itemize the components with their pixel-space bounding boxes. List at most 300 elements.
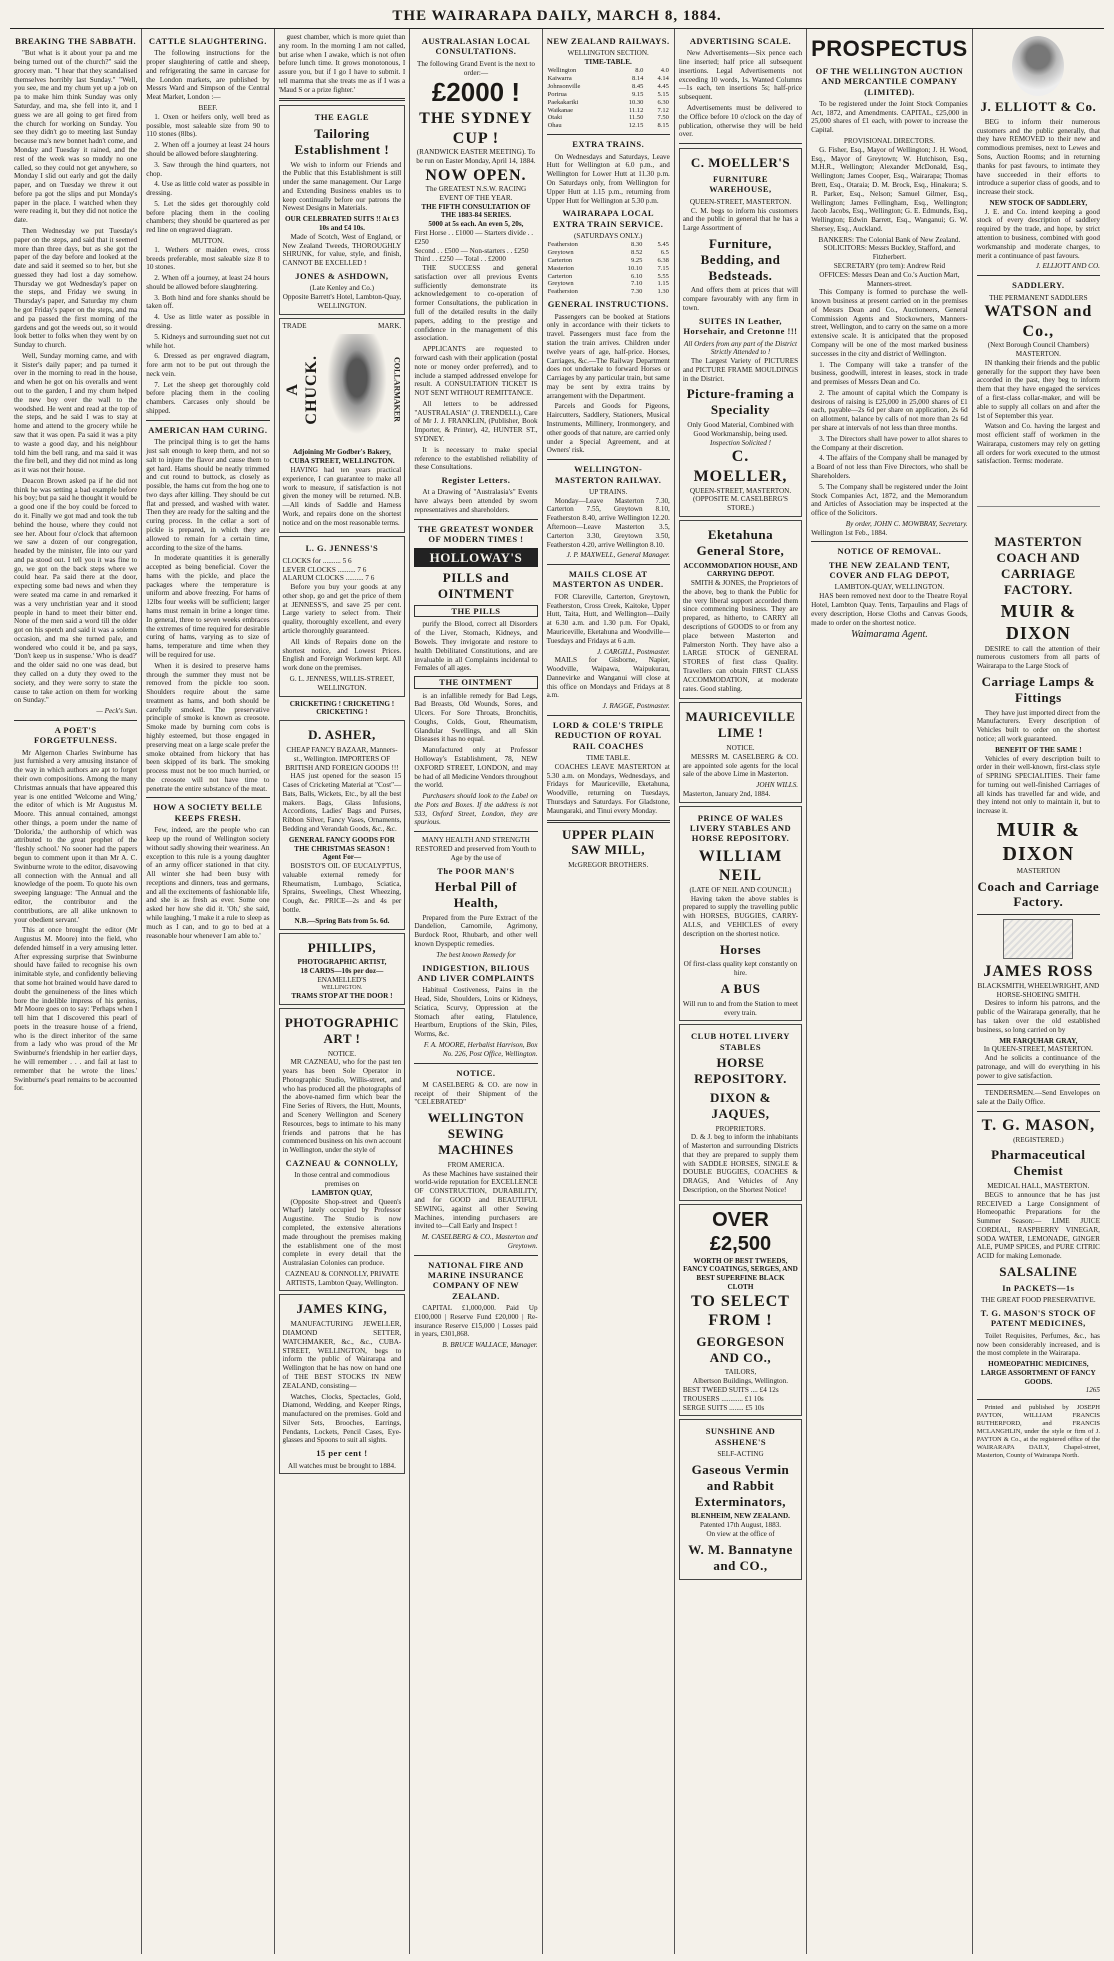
station-cell: Carterton [547, 272, 573, 280]
ad-subtitle: MEDICAL HALL, MASTERTON. [987, 1182, 1090, 1190]
article-paragraph: This at once brought the editor (Mr Augustus M. Moore) into the field, who defended himself in a very amusing letter. After expressing surprise that Swinburne should have failed to recognise his own inimitable style, and confidently believing that some hot brained would have dared to doubt the genuineness of the lines which bore the indelible impress of his genius, Mr Moore goes on to say: 'Perhaps when I tell him that I discovered this pearl of poets in the treasure house of a friend, who is the direct inheritor of the same from a lady who was proud of the Mr Swinburne's friendship in her earlier days, he will remember . . . and fail at last to remember that he wrote the lines.' Swinburne's pearl remains to be accounted for. [14, 926, 138, 1093]
prize-line: Third . . £250 — Total . . £2000 [414, 255, 506, 264]
time-cell: 11.50 [629, 114, 644, 122]
ad-body: CAPITAL £1,000,000. Paid Up £100,000 | Reserve Fund £20,000 | Re-insurance Reserve £15,000 | Losses paid in years, £301,868. [414, 1304, 538, 1339]
ad-signature: F. A. MOORE, Herbalist Harrison, Box No. 226, Post Office, Wellington. [423, 1040, 538, 1058]
divider [679, 143, 802, 144]
ad-body: FOR Clareville, Carterton, Greytown, Featherston, Cross Creek, Kaitoke, Upper Hutt, Taita, Hutt, and Wellington—Daily at 6.30 a.m. and 1.30 p.m. For Opaki, Mauriceville, Eketahuna and Woodville—Tuesdays and Fridays at 6 a.m. [546, 592, 670, 645]
station-cell: Porirua [547, 90, 567, 98]
ad-firm: WATSON and Co., [984, 303, 1093, 340]
article-paragraph: The principal thing is to get the hams just salt enough to keep them, and not so salt to injure the flavor and cause them to get hard. Hams should be neatly trimmed and cut round to buttock, as closely as possible, the hams cut from the hog one to two days after killing. They should be cut flat and pressed, and washed with water. Then they are ready for the salting and the curing process. In the cellar a sort of pickle is prepared, in which they are allowed to remain for a certain time, according to the size of the hams. [146, 438, 270, 552]
ad-chuck-collarmaker [279, 318, 406, 534]
register-heading: Register Letters. [441, 475, 511, 486]
station-cell: Carterton [547, 256, 573, 264]
removal-title: NOTICE OF REMOVAL. [837, 546, 942, 557]
time-cell: 8.14 [632, 74, 644, 82]
mutton-instruction: 4. Use as little water as possible in dressing. [146, 313, 270, 331]
timetable-row [547, 99, 670, 107]
article-paragraph: Deacon Brown asked pa if he did not think he was setting a bad example before his boy; but pa said he thought it would be a good one if the boy could be forced to do it. Finally we got mad and took the tub behind the house, where they could not see her. About four o'clock that afternoon we saw a dozen of our congregation, headed by the minister, file into our yard and pa stood out. I tell you it was fine to go, we got on the back steps where we could hear. Pa said there at the door, expecting some bad news and when they were seated ma came in and remarked it was a very unchristian year and it stood people in hand to meet their bitter end. None of the men said a word till the older got on his spetch and said it was a solemn occasion, and ma she turned pale, and wondered who could it be, and pa says, 'Don't keep us in suspense.' Who is dead?' and the older said no one was dead, but they called on a duty they owed to the society, and they were sorry to state the cause to take action on them for working on Sunday." [14, 476, 138, 705]
ad-address: QUEEN-STREET, MASTERTON. [689, 197, 792, 206]
column-4 [410, 29, 542, 1954]
trade-label: TRADE [282, 321, 307, 330]
ad-body: All Orders from any part of the District Strictly Attended to ! [683, 339, 798, 357]
price-line: LEVER CLOCKS .......... 7 6 [282, 565, 367, 574]
wm-railway-title: WELLINGTON-MASTERTON RAILWAY. [555, 464, 662, 485]
prospectus-item: 1. The Company will take a transfer of the business, goodwill, interest in leases, stock in trade and premises of Messrs Dean and Co. [811, 360, 968, 387]
ad-body: Vehicles of every description built to order in their well-known, first-class style of SPRING SPECIALITIES. Their fame for turning out well-finished Carriages of all kinds has travelled far and wide, and they intend not only to maintain it, but to increase it. [976, 754, 1100, 816]
holloway-heading: THE GREATEST WONDER OF MODERN TIMES ! [417, 523, 535, 545]
ad-body: ENAMELLED'S [317, 975, 367, 984]
ad-number: 1265 [1085, 1386, 1100, 1395]
ad-highlight: In PACKETS—1s [1002, 1282, 1075, 1293]
timetable-row [547, 280, 670, 288]
chuck-letter: A [283, 383, 301, 396]
event-note: THE FIFTH CONSULTATION OF THE 1883-84 SERIES. [421, 202, 531, 220]
ad-photographic-art [279, 1008, 406, 1292]
ad-signature: JOHN WILLS. [756, 781, 799, 790]
ad-body: Toilet Requisites, Perfumes, &c., has now been considerably increased, and is the most complete in the Wairarapa. [976, 1331, 1100, 1358]
ad-subtitle: PHOTOGRAPHIC ARTIST, [297, 958, 387, 967]
station-cell: Otaki [547, 114, 563, 122]
ad-eketahuna [679, 520, 802, 699]
article-source: — Peck's Sun. [96, 707, 138, 716]
framing-title: Picture-framing a Speciality [686, 386, 795, 418]
divider [146, 797, 269, 798]
ad-body: Desires to inform his patrons, and the public of the Wairarapa generally, that he has taken over the old established business, so long carried on by [976, 999, 1100, 1034]
divider [14, 720, 137, 721]
ad-notice: NOTICE. [726, 744, 755, 753]
prize-line: First Horse . . £1000 — Starters divide . . £250 [414, 229, 534, 246]
divider [977, 1111, 1100, 1112]
time-cell: 4.45 [657, 82, 669, 90]
prospectus-item: 2. The amount of capital which the Company is desirous of raising is £25,000 in 25,000 shares of £1 each, payable—2s 6d per share on application, 2s 6d on allotment, balance by calls of not more than 2s 6d per share at intervals of not less than three months. [811, 388, 968, 433]
ad-moeller [679, 148, 802, 517]
event-title: THE SYDNEY CUP ! [419, 110, 533, 147]
secretary: SECRETARY (pro tem): Andrew Reid [833, 261, 946, 270]
ad-firm: GEORGESON AND CO., [696, 1333, 785, 1365]
time-cell: 7.10 [631, 280, 643, 288]
ad-firm: T. G. MASON, [981, 1116, 1096, 1134]
beef-instruction: 5. Let the sides get thoroughly cold before placing them in the cooling chambers; they should be quartered as per red line on engraved diagram. [146, 199, 270, 235]
solicitors: SOLICITORS: Messrs Buckley, Stafford, and Fitzherbert. [823, 244, 956, 262]
ad-body: This Company is formed to purchase the well-known business at present carried on in the premises of Messrs Dean and Co., Auctioneers, General Commission Agents and Stockowners, Manners-street, Wellington, and to carry on the same on a more extensive scale. It is anticipated that the proposed Company will be one of the most marked business successes in the city and district of Wellington. [811, 288, 968, 358]
price-line: BEST TWEED SUITS .... £4 12s [682, 1385, 779, 1394]
ad-asher-bazaar [279, 720, 406, 929]
ad-highlight: HOMEOPATHIC MEDICINES, LARGE ASSORTMENT OF FANCY GOODS. [980, 1360, 1096, 1386]
wm-up: UP TRAINS. [589, 487, 628, 496]
timetable-row [547, 265, 670, 273]
ad-highlight: 15 per cent ! [316, 1448, 368, 1459]
mail-title: MAILS CLOSE AT MASTERTON AS UNDER. [552, 569, 664, 590]
consultation-sub: The following Grand Event is the next to order:— [416, 59, 535, 77]
prospectus-item: 5. The Company shall be registered under the Joint Stock Companies Act, 1872, and the Memorandum and Articles of Association may be inspected at the office of the Solicitors. [811, 482, 968, 518]
pills-title: PILLS and OINTMENT [437, 570, 515, 602]
ad-james-king [279, 1294, 406, 1474]
ad-body: Habitual Costiveness, Pains in the Head, Side, Shoulders, Loins or Kidneys, Sciatica, Scurvy, Oppression at the Stomach after eating, Flatulence, Heartburn, Eruptions of the Skin, Piles, Worms, &c. [414, 986, 538, 1039]
ad-signature: B. BRUCE WALLACE, Manager. [442, 1341, 538, 1350]
ad-highlight: Furniture, Bedding, and Bedsteads. [700, 235, 781, 283]
ad-body: All letters to be addressed "AUSTRALASIA" (J. TRENDELL), Care of Mr J. J. FRANKLIN, (Publisher, Book Importer, & Printer), 42, HUNTER ST., SYDNEY. [414, 399, 538, 443]
ad-subtitle: SELF-ACTING [717, 1450, 764, 1459]
ad-body: HAS been removed next door to the Theatre Royal Hotel, Lambton Quay. Tents, Tarpaulins and Flags of every description, Horse Cloths and Canvas Goods, made to order on the shortest notice. [811, 592, 968, 627]
notice-heading: NOTICE. [456, 1067, 496, 1078]
ad-body: Monday—Leave Masterton 7.30, Carterton 7.55, Greytown 8.10, Featherston 8.40, arrive Wellington 12.20. Afternoon—Leave Masterton 3.5, Carterton 3.30, Greytown 3.50, Featherston 4.20, arrive Wellington 8.10. [546, 496, 670, 549]
divider [146, 420, 269, 421]
ad-body: THE SUCCESS and general satisfaction over all previous Events sufficiently demonstrate its acknowledgement to co-operation of former Consultations, the publication in full of the detailed results in the daily papers, adding to the prestige and confidence in the management of this association. [414, 264, 538, 343]
shares-line: 5000 at 5s each. An even 5, 20s, [428, 220, 524, 229]
ad-firm: JONES & ASHDOWN, [295, 270, 389, 281]
timetable-row [547, 257, 670, 265]
event-date: (RANDWICK EASTER MEETING). To be run on Easter Monday, April 14, 1884. [416, 148, 536, 165]
agent-title: Agent For— [322, 853, 362, 862]
ad-address: Adjoining Mr Godber's Bakery, CUBA STREET, WELLINGTON. [289, 448, 395, 466]
mutton-instruction: 7. Let the sheep get thoroughly cold before placing them in the cooling chambers. Carcases only should be shipped. [146, 380, 270, 416]
time-cell: 9.15 [632, 90, 644, 98]
sewing-title: WELLINGTON SEWING MACHINES [427, 1110, 525, 1157]
column-2 [142, 29, 274, 1954]
ad-body: SMITH & JONES, the Proprietors of the above, beg to thank the Public for the very liberal support accorded them since commencing business. They are prepared, as hitherto, to CARRY all descriptions of GOODS to or from any place between Masterton and Palmerston North. They have also a LARGE STOCK of GENERAL STORES of first class Quality. Travellers can obtain FIRST CLASS ACCOMMODATION, at moderate rates. Good stabling. [682, 579, 799, 693]
ad-body: COACHES LEAVE MASTERTON at 5.30 a.m. on Mondays, Wednesdays, and Fridays for Mauriceville, Eketahuna, Woodville, returning on Tuesdays, Thursdays and Saturdays. For Gladstone, Maungaraki, and Tinui every Monday. [546, 762, 670, 815]
ad-body: is an infallible remedy for Bad Legs, Bad Breasts, Old Wounds, Sores, and Ulcers. For Sore Throats, Bronchitis, Coughs, Colds, Gout, Rheumatism, Glandular Swellings, and all Skin Diseases it has no equal. [414, 691, 538, 744]
ad-date: Masterton, January 2nd, 1884. [682, 789, 771, 798]
time-cell: 8.52 [631, 248, 643, 256]
ad-highlight: SUITES IN Leather, Horsehair, and Cretonne !!! [683, 315, 798, 337]
prospectus-item: 4. The affairs of the Company shall be managed by a Board of not less than Five Directors, who shall be Shareholders. [811, 454, 968, 480]
special-timetable [547, 241, 670, 296]
herbal-heading: MANY HEALTH AND STRENGTH RESTORED and preserved from Youth to Age by the use of [415, 836, 537, 862]
insurance-title: NATIONAL FIRE AND MARINE INSURANCE COMPANY OF NEW ZEALAND. [427, 1259, 524, 1301]
ad-notice: NOTICE. [327, 1049, 356, 1058]
ad-subtitle: HORSE REPOSITORY. [694, 1055, 787, 1086]
price-line: TROUSERS ............ £1 10s [682, 1394, 764, 1403]
ad-body: And offers them at prices that will compare favourably with any firm in town. [682, 286, 799, 313]
time-cell: 11.12 [629, 106, 644, 114]
ad-body: APPLICANTS are requested to forward cash with their application (postal note or money order preferred), and to include a stamped addressed envelope for result. A CONSULTATION TICKET IS NOT SENT WITHOUT REMITTANCE. [414, 345, 538, 398]
timetable-row [547, 75, 670, 83]
herbal-name: Herbal Pill of Health, [434, 878, 517, 910]
ad-signature: J. RAGGE, Postmaster. [602, 702, 670, 711]
directors-list: G. Fisher, Esq., Mayor of Wellington; J. H. Wood, Esq., Mayor of Greytown; W. Hutchison, Esq., M.H.R., Wellington; Alexander McDonald, Esq., Wellington; James Cooper, Esq., Wairarapa; Thomas Brett, Esq., Otaraia; D. M. Brock, Esq., Hinakura; S. R. Parker, Esq., Nelson; Samuel Gilmer, Esq., Wellington; James Fellingham, Esq., Wellington; Jacob Jacobs, Esq., Wellington; G. E. Edmunds, Esq., Wellington; Edwin Barrett, Esq., Wanganui; G. W. Shersey, Esq., Auckland. [811, 145, 968, 233]
column-7 [807, 29, 973, 1954]
column-5 [543, 29, 675, 1954]
herbal-title: The POOR MAN'S [437, 865, 515, 876]
time-cell: 1.15 [657, 280, 669, 288]
footer-note: Waimarama Agent. [851, 629, 928, 641]
saw-mill-firm: McGREGOR BROTHERS. [568, 861, 649, 870]
ad-body: IN thanking their friends and the public generally for the support they have been accorded in the past, they beg to inform them that they have engaged the services of a first-class collar-maker, and will be able to supply all collars on and after the 1st of September this year. [976, 358, 1100, 420]
time-cell: 5.45 [657, 240, 669, 248]
event-note: The GREATEST N.S.W. RACING EVENT OF THE YEAR. [425, 185, 527, 202]
divider [977, 914, 1100, 915]
ad-firm-sub: (LATE OF NEIL AND COUNCIL) [689, 885, 792, 894]
ointment-banner: THE OINTMENT [414, 676, 537, 688]
special-sub: (SATURDAYS ONLY.) [574, 232, 643, 241]
ad-highlight: BENEFIT OF THE SAME ! [995, 745, 1082, 754]
ad-firm: JAMES ROSS [983, 963, 1094, 981]
divider [547, 820, 670, 823]
ad-firm: W. M. Bannatyne and CO., [688, 1541, 793, 1573]
imprint: Printed and published by JOSEPH PAYTON, WILLIAM FRANCIS RUTHERFORD, and FRANCIS MCLANGHLIN, under the style or firm of J. PAYTON & Co., at the registered office of the WAIRARAPA DAILY, Chapel-street, Masterton, County of Wairarapa North. [976, 1404, 1100, 1459]
station-cell: Featherston [547, 240, 578, 248]
time-cell: 10.10 [627, 264, 643, 272]
trade-mark-row [283, 322, 402, 331]
beef-instruction: 4. Use as little cold water as possible in dressing. [146, 180, 270, 198]
article-paragraph: In moderate quantities it is generally accepted as being beneficial. Cover the hams with the pickle, and place the packages where the temperature is uniform and above freezing. For hams of 12lbs four weeks will be sufficient; larger hams must remain in brine a longer time. In general, three to seven weeks embraces the extremes of time required for desirable curing of hams, varying as to size of hams, temperature and time when they will be required for use. [146, 554, 270, 659]
portrait-illustration [1012, 36, 1064, 96]
station-cell: Johnsonville [547, 82, 581, 90]
column-1 [10, 29, 142, 1954]
time-cell: 5.15 [657, 90, 669, 98]
saw-mill-title: UPPER PLAIN SAW MILL, [561, 826, 655, 858]
tenders-note: TENDERSMEN.—Send Envelopes on sale at the Daily Office. [976, 1089, 1100, 1107]
column-8 [973, 29, 1104, 1954]
mutton-instruction: 5. Kidneys and surrounding suet not cut while hot. [146, 332, 270, 350]
time-cell: 7.30 [631, 288, 643, 296]
station-cell: Waikanae [547, 106, 574, 114]
time-cell: 1.30 [657, 288, 669, 296]
special-title: WAIRARAPA LOCAL EXTRA TRAIN SERVICE. [553, 208, 664, 229]
time-cell: 6.10 [631, 272, 643, 280]
divider [414, 1255, 537, 1256]
removal-sub: THE NEW ZEALAND TENT, COVER AND FLAG DEPOT, [828, 559, 950, 581]
station-cell: Wellington [547, 66, 577, 74]
ad-body: It is necessary to make special reference to the established reliability of these Consultations. [414, 445, 538, 472]
ad-address: QUEEN-STREET, MASTERTON. (OPPOSITE M. CASELBERG'S STORE.) [689, 486, 792, 513]
ad-body: DESIRE to call the attention of their numerous customers from all parts of Wairarapa to the Large Stock of [976, 644, 1100, 671]
ad-firm: DIXON & JAQUES, [710, 1089, 771, 1121]
mutton-instruction: 2. When off a journey, at least 24 hours should be allowed before slaughtering. [146, 274, 270, 291]
framing-call: Inspection Solicited ! [709, 438, 772, 447]
time-cell: 10.30 [628, 98, 644, 106]
ad-body: Made of Scotch, West of England, or New Zealand Tweeds, THOROUGHLY SHRUNK, for value, style, and finish, CANNOT BE EXCELLED ! [282, 232, 402, 268]
ad-title: MAURICEVILLE LIME ! [685, 709, 796, 741]
divider [414, 831, 537, 832]
chuck-word: CHUCK. [303, 354, 321, 425]
ad-body: Watson and Co. having the largest and most efficient staff of workmen in the Wairarapa, customers may rely on getting all orders for work executed to the utmost satisfaction. Terms: moderate. [976, 422, 1100, 466]
time-cell: 4.14 [657, 74, 669, 82]
ad-signature: J. CARGILL, Postmaster. [596, 647, 670, 656]
beef-instruction: 3. Saw through the hind quarters, not chop. [146, 160, 270, 178]
ad-subtitle: Coach and Carriage Factory. [977, 878, 1100, 910]
herbal-sub: The best known Remedy for [436, 950, 516, 959]
ad-title: THE EAGLE [314, 112, 370, 123]
ad-highlight: Horses [719, 941, 762, 957]
prospectus-sub: OF THE WELLINGTON AUCTION AND MERCANTILE COMPANY (LIMITED). [815, 65, 964, 97]
ad-address: MASTERTON [1016, 866, 1061, 875]
ad-body: Before you buy your goods at any other shop, go and get the price of them at JENNESS'S, and save 25 per cent. Large variety to select from. Their quality, thoroughly excellent, and every article thoroughly guaranteed. [282, 583, 402, 636]
ad-date: Wellington 1st Feb., 1884. [811, 528, 888, 537]
ad-phillips-photo [279, 933, 406, 1005]
ad-body: Patented 17th August, 1883. [699, 1521, 782, 1530]
ad-highlight: TRAMS STOP AT THE DOOR ! [291, 992, 393, 1001]
timetable-row [547, 107, 670, 115]
ad-title: PHILLIPS, [307, 939, 377, 955]
ad-highlight: GENERAL FANCY GOODS FOR THE CHRISTMAS SEASON ! [288, 835, 395, 853]
ad-title: SUNSHINE AND ASSHENE'S [705, 1426, 776, 1447]
ad-body: (Opposite Shop-street and Queen's Wharf) lately occupied by Professor Augustine. The Studio is now completed, the extensive alterations made throughout the premises making the establishment one of the most complete in every detail that the Australasian Colonies can produce. [282, 1197, 402, 1268]
article-paragraph: Well, Sunday morning came, and with it Sister's daily paper; and pa turned it over in the morning to read in the house, and when he got on his overalls and went out to the garden, I and my chum helped the new boy over the wall to the woodshed. He went and read at the top of the steps, and he said I was to stay at home and attend to the grocery while he saw that it was open. Pa said it was a pity to waste a good day, and his neighbour told him the bell rang, and ma said it was the fire bell, and they did not mind as long as it was not their house. [14, 351, 138, 475]
station-cell: Greytown [547, 248, 574, 256]
mutton-instruction: 1. Wethers or maiden ewes, cross breeds preferable, most saleable size 8 to 10 stones. [146, 245, 270, 272]
ad-firm: WILLIAM NEIL [698, 847, 783, 885]
ad-title: JAMES KING, [296, 1301, 388, 1317]
consultation-heading: AUSTRALASIAN LOCAL CONSULTATIONS. [421, 36, 531, 57]
ad-body: Of first-class quality kept constantly on hire. [683, 960, 798, 978]
timetable-row [547, 67, 670, 75]
timetable-title: TIME-TABLE. [584, 58, 632, 67]
ad-body: purify the Blood, correct all Disorders of the Liver, Stomach, Kidneys, and Bowels. They invigorate and restore to health Debilitated Constitutions, and are invaluable in all Complaints incidental to Females of all ages. [414, 620, 538, 673]
station-cell: Kaiwarra [547, 74, 572, 82]
ad-subtitle: ACCOMMODATION HOUSE, AND CARRYING DEPOT. [683, 561, 798, 579]
ad-body: Watches, Clocks, Spectacles, Gold, Diamond, Wedding, and Keeper Rings, manufactured on the premises. Gold and Silver Sets, Brooches, Earrings, Pendants, Lockets, Pencil Cases, Eye-glasses and Spoons to suit all sights. [282, 1392, 402, 1445]
railway-timetable [547, 67, 670, 130]
ad-warning: Purchasers should look to the Label on the Pots and Boxes. If the address is not 533, Oxford Street, London, they are spurious. [414, 792, 538, 827]
station-cell: Masterton [547, 264, 574, 272]
ad-signature: C. MOELLER, [693, 448, 788, 485]
ad-signature: J. ELLIOTT AND CO. [1035, 262, 1100, 271]
ad-body: Prepared from the Pure Extract of the Dandelion, Camomile, Agrimony, Burdock Root, Rhubarb, and other well known Dyspeptic remedies. [414, 913, 538, 948]
ad-title: OVER £2,500 [709, 1208, 772, 1256]
coach-sub: TIME TABLE. [586, 754, 631, 763]
article-heading-sabbath: BREAKING THE SABBATH. [15, 36, 137, 46]
ad-body: D. & J. beg to inform the inhabitants of Masterton and surrounding Districts that they are prepared to supply them with SADDLE HORSES, SINGLE & DOUBLE BUGGIES, COACHES & DRAGS, And Vehicles of Any Description, on the Shortest Notice! [682, 1133, 799, 1194]
time-cell: 12.15 [628, 122, 644, 130]
article-paragraph: The following instructions for the proper slaughtering of cattle and sheep, and refrigerating the same in carcase for the London markets, are published by Messrs Ward and Simpson of the Central Meat Market, London :— [146, 49, 270, 102]
timetable-row [547, 83, 670, 91]
mutton-instruction: 3. Both hind and fore shanks should be taken off. [146, 293, 270, 311]
ad-body: Parcels and Goods for Pigeons, Haircutters, Saddlery, Stationers, Musical Instruments, Millinery, Ironmongery, and other goods of that nature, are carried only under a Special Agreement, and at Owners' risk. [546, 402, 670, 455]
ad-address: BLENHEIM, NEW ZEALAND. [691, 1512, 790, 1521]
ad-address: Opposite Barrett's Hotel, Lambton-Quay, WELLINGTON. [282, 293, 402, 310]
station-cell: Featherston [547, 288, 578, 296]
ad-body: MANUFACTURING JEWELLER, DIAMOND SETTER, WATCHMAKER, &c., &c., CUBA-STREET, WELLINGTON, begs to inform the public of Wairarapa and Wellington that he has now on hand one of THE BEST STOCKS IN NEW ZEALAND, consisting— [282, 1320, 402, 1390]
general-instructions-title: GENERAL INSTRUCTIONS. [547, 299, 669, 310]
ad-subtitle: THE PERMANENT SADDLERS [989, 293, 1088, 302]
ad-body: Will run to and from the Station to meet every train. [682, 999, 799, 1017]
time-cell: 6.38 [657, 256, 669, 264]
ad-signature: M. CASELBERG & CO., Masterton and Greytown. [421, 1233, 538, 1250]
ad-body: Manufactured only at Professor Holloway's Establishment, 78, NEW OXFORD STREET, LONDON, and may be had of all Medicine Vendors throughout the world. [414, 746, 538, 790]
ad-highlight: OUR CELEBRATED SUITS !! At £3 10s and £4 10s. [284, 215, 399, 233]
article-paragraph: Few, indeed, are the people who can keep up the round of Wellington society without sadly showing their weariness. An exception to this rule is a young daughter of an army officer stationed in that city. All winter she had been busy with receptions and dinners, teas and germans, and all the excitements of fashionable life, and she is as fresh as ever. Some one asked her how she did it. 'Oh,' she said, while laughing, 'I make it a rule to sleep as much as I can, and to go to bed at a reasonable hour whenever I am able to.' [146, 826, 270, 940]
ad-subtitle: Tailoring Establishment ! [294, 125, 390, 157]
divider [414, 519, 537, 520]
timetable-row [547, 249, 670, 257]
ad-body: We wish to inform our Friends and the Public that this Establishment is still under the same management. Our Large and Extending Business enables us to keep continually before our patrons the Newest Designs in Materials. [282, 160, 402, 213]
divider [811, 541, 968, 542]
prize-amount: £2000 ! [431, 77, 521, 108]
ad-body: MESSRS M. CASELBERG & CO. are appointed sole agents for the local sale of the above Lime in Masterton. [682, 752, 799, 779]
ad-signature: CAZNEAU & CONNOLLY, PRIVATE ARTISTS, Lambton Quay, Wellington. [285, 1269, 399, 1287]
time-cell: 8.30 [631, 240, 643, 248]
price-line: ALARUM CLOCKS .......... 7 6 [282, 574, 375, 583]
divider [977, 1084, 1100, 1085]
ad-firm-sub: (REGISTERED.) [1013, 1135, 1064, 1144]
time-cell: 8.0 [635, 66, 644, 74]
ad-body: The Largest Variety of PICTURES and PICTURE FRAME MOULDINGS in the District. [682, 357, 799, 383]
ad-title: MASTERTON COACH AND CARRIAGE FACTORY. [994, 534, 1083, 597]
beef-instruction: 1. Oxen or heifers only, well bred as possible, most saleable size from 90 to 110 stones (8lbs). [146, 112, 270, 139]
ad-firm-sub: PROPRIETORS. [715, 1124, 766, 1133]
ad-eagle-tailoring [279, 105, 406, 314]
extra-trains-title: EXTRA TRAINS. [572, 139, 645, 150]
timetable-row [547, 241, 670, 249]
article-paragraph: When it is desired to preserve hams through the summer they must not be removed from the pickle too soon. Shoulders require about the same treatment as hams, and both should be carefully smoked. The preservative principle of smoke is known as creosote. Smoke made by burning corn cobs is highly esteemed, but those engaged in preserving meat on a large scale prefer the smoke obtained from hickory that has been skipped of its bark. The smoking process must not be too much hurried, or the creosote will not have time to penetrate the entire substance of the meat. [146, 661, 270, 793]
time-cell: 6.30 [657, 98, 669, 106]
ad-firm-sub: (Late Kenley and Co.) [309, 284, 375, 293]
price-line: SERGE SUITS ........ £5 10s [682, 1403, 765, 1412]
ad-firm-sub: TAILORS, [724, 1368, 757, 1377]
divider [547, 564, 670, 565]
column-3 [275, 29, 411, 1954]
ad-body: J. E. and Co. intend keeping a good stock of every description of saddlery required by the trade, and hope, by strict attention to business, combined with good workmanship and moderate charges, to merit a continuance of past favours. [976, 207, 1100, 260]
divider [547, 134, 670, 135]
ad-title: PHOTOGRAPHIC ART ! [284, 1014, 399, 1046]
collarmaker-label: COLLARMAKER [392, 356, 402, 422]
ad-title: L. G. JENNESS'S [305, 543, 379, 554]
prospectus-title: PROSPECTUS [811, 36, 968, 61]
scale-title: ADVERTISING SCALE. [689, 36, 792, 46]
removal-place: LAMBTON-QUAY, WELLINGTON. [834, 583, 945, 592]
ad-body: New Advertisements—Six pence each line inserted; half price all subsequent insertions. Legal Advertisements not exceeding 10 words, 1s. Wanted Columns—1s each, ten insertions 5s; half-price subsequent. [678, 49, 803, 102]
ad-firm-sub: In those central and commodious premises on [294, 1171, 390, 1189]
ad-body: To be registered under the Joint Stock Companies Act, 1872, and Amendments. CAPITAL, £25,000 in 25,000 shares of £1 each, with power to increase the Capital. [811, 99, 968, 135]
column-6 [675, 29, 807, 1954]
ad-highlight: MR FARQUHAR GRAY, [999, 1036, 1078, 1045]
ad-body: MAILS for Gisborne, Napier, Woodville, Waipawa, Waipukurau, Dannevirke and Wanganui will close at this office on Mondays and Fridays at 8 a.m. [546, 656, 670, 700]
holloway-banner: HOLLOWAY'S [414, 548, 537, 568]
ad-body: All kinds of Repairs done on the shortest notice, and Lowest Prices. English and Foreign Workmen kept. All work done on the premises. [282, 637, 402, 673]
ad-body: Having taken the above stables is prepared to supply the travelling public with HORSES, BUGGIES, CARRY-ALLS, and VEHICLES of every description on the shortest notice. [682, 894, 799, 938]
section-heading: SADDLERY. [1012, 280, 1065, 291]
prize-line: Second . . £500 — Non-starters . . £250 [414, 246, 529, 255]
ad-body: MR CAZNEAU, who for the past ten years has been Sole Operator in Photographic Studio, Willis-street, and who has produced all the photographs of the above-named firm which bear the Fine Series of Rivers, the Hutt, Mounts, and Scenery Wellington and Scenery Resources, begs to intimate to his many friends and patrons that he has commenced business on his own account in Wellington, under the style of [282, 1058, 402, 1155]
ad-body: HAS just opened for the season 15 Cases of Cricketing Material at "Cost"—Bats, Balls, Wickets, Etc., by all the best makers. Bags, Glass Infusions, Accordions, Ladies' Bags and Purses, Ribbon Silver, Fancy Vases, Ornaments, Bedding and Verandah Goods, &c., &c. [282, 772, 402, 833]
article-heading-ham: AMERICAN HAM CURING. [148, 424, 268, 435]
ad-prince-of-wales [679, 806, 802, 1022]
station-cell: Ohau [547, 122, 562, 130]
columns [10, 29, 1104, 1954]
ad-title: J. ELLIOTT & Co. [980, 99, 1097, 114]
coach-title: LORD & COLE'S TRIPLE REDUCTION OF ROYAL RAIL COACHES [552, 720, 664, 751]
ad-title: D. ASHER, [308, 727, 376, 743]
carriage-illustration [977, 470, 1100, 530]
ad-title: Eketahuna General Store, [696, 526, 785, 558]
time-cell: 7.12 [657, 106, 669, 114]
ad-body: BEG to inform their numerous customers and the public generally, that they have REMOVED to their new and commodious premises, next to Lewes and Sons, Auction Rooms; and in returning thanks for past favours, to intimate they have succeeded in their efforts to introduce a superior class of goods, and to increase their stock. [976, 117, 1100, 197]
mutton-instruction: 6. Dressed as per engraved diagram, fore arm not to be put out through the neck vein. [146, 352, 270, 378]
ad-address: LAMBTON QUAY, [311, 1188, 373, 1197]
cricket-banner: CRICKETING ! CRICKETING ! CRICKETING ! [289, 699, 395, 717]
ad-subtitle: FURNITURE WAREHOUSE, [709, 174, 772, 195]
framing-sub: Only Good Material, Combined with Good Workmanship, being used. [687, 421, 794, 438]
rooster-illustration [322, 334, 392, 444]
ad-body: Advertisements must be delivered to the Office before 10 o'clock on the day of publication, otherwise they will be held over. [678, 104, 803, 139]
ad-body: At a Drawing of "Australasia's" Events have always been attended by sworn representatives and shareholders. [414, 488, 538, 515]
time-cell: 8.45 [632, 82, 644, 90]
masthead: THE WAIRARAPA DAILY, MARCH 8, 1884. [10, 8, 1104, 29]
ad-title: C. MOELLER'S [690, 155, 791, 171]
beef-instruction: 2. When off a journey at least 24 hours should be allowed before slaughtering. [146, 141, 270, 158]
ad-club-hotel [679, 1024, 802, 1200]
ad-body: C. M. begs to inform his customers and the public in general that he has a Large Assortment of [682, 206, 799, 233]
ad-body: As these Machines have sustained their world-wide reputation for EXCELLENCE OF CONSTRUCTION, DURABILITY, and for GOOD and BEAUTIFUL SEWING, against all other Sewing Machines, intending purchasers are invited to—Call Early and Inspect ! [414, 1169, 538, 1231]
article-heading-poet: A POET'S FORGETFULNESS. [33, 724, 118, 746]
ad-footer: All watches must be brought to 1884. [287, 1461, 396, 1470]
prospectus-item: 3. The Directors shall have power to allot shares to the Company at their discretion. [811, 434, 968, 452]
ad-firm: CAZNEAU & CONNOLLY, [285, 1157, 399, 1168]
article-paragraph: Mr Algernon Charles Swinburne has just furnished a very amusing instance of the way in which authors are apt to forget their own compositions. Among the many Christmas annuals that have appeared this year is one entitled 'Welcome and Wing,' the editor of which is Mr Augustus M. Moore. This annual contained, amongst other things, a poem under the name of 'Dolorida,' the authorship of which was attributed to the great prophet of the 'fleshly school.' No sooner had the papers begun to comment upon it than Mr A. C. Swinburne wrote to the editor, disavowing all connection with the Annual and all knowledge of the poem. To quote his own sweeping language: 'The Annual and the editor, the contributor and the contributions, are all alike unknown to your obedient servant.' [14, 748, 138, 924]
